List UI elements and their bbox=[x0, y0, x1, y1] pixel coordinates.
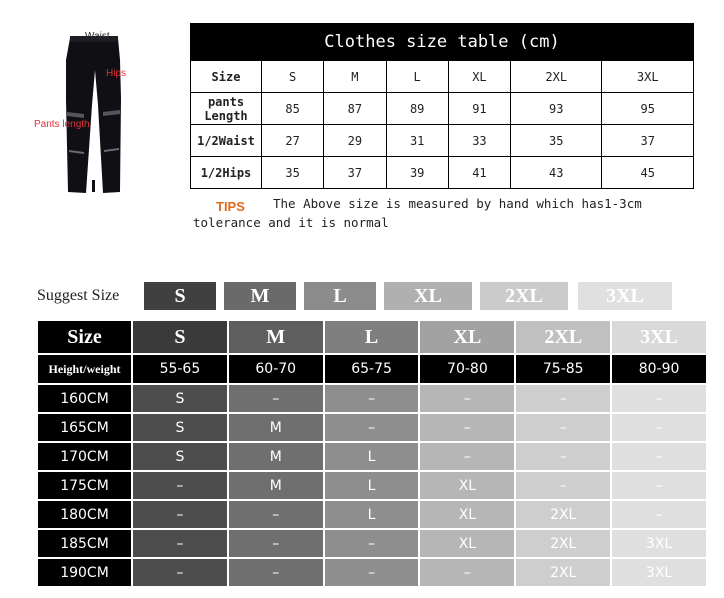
chart-cell: – bbox=[515, 384, 611, 413]
size-header-2xl: 2XL bbox=[511, 61, 602, 93]
suggest-size-s: S bbox=[144, 282, 216, 310]
chart-cell: 3XL bbox=[611, 558, 707, 587]
height-label: 185CM bbox=[38, 529, 132, 558]
chart-cell: – bbox=[228, 384, 324, 413]
weight-range: 55-65 bbox=[132, 354, 228, 384]
chart-cell: M bbox=[228, 413, 324, 442]
chart-cell: – bbox=[228, 558, 324, 587]
suggest-size-3xl: 3XL bbox=[578, 282, 672, 310]
table-cell: 43 bbox=[511, 157, 602, 189]
chart-cell: – bbox=[228, 529, 324, 558]
chart-cell: – bbox=[324, 413, 420, 442]
size-table-title: Clothes size table (cm) bbox=[191, 24, 694, 61]
row-label-line2: Length bbox=[204, 108, 248, 123]
table-row bbox=[191, 125, 694, 157]
chart-cell: M bbox=[228, 471, 324, 500]
chart-cell: – bbox=[515, 413, 611, 442]
pants-length-label: Pants length bbox=[34, 119, 90, 130]
table-row bbox=[38, 442, 707, 471]
table-cell: 41 bbox=[448, 157, 510, 189]
pants-illustration bbox=[0, 0, 190, 200]
chart-cell: – bbox=[132, 529, 228, 558]
suggest-size-label: Suggest Size bbox=[37, 287, 120, 304]
chart-cell: – bbox=[228, 500, 324, 529]
chart-cell: – bbox=[132, 500, 228, 529]
chart-cell: 3XL bbox=[611, 529, 707, 558]
table-cell: 91 bbox=[448, 93, 510, 125]
chart-cell: – bbox=[132, 558, 228, 587]
chart-cell: – bbox=[611, 500, 707, 529]
table-row bbox=[38, 500, 707, 529]
height-label: 190CM bbox=[38, 558, 132, 587]
table-row bbox=[38, 558, 707, 587]
chart-cell: – bbox=[419, 558, 515, 587]
chart-cell: XL bbox=[419, 471, 515, 500]
table-cell: 45 bbox=[602, 157, 694, 189]
chart-cell: – bbox=[324, 384, 420, 413]
chart-cell: – bbox=[611, 471, 707, 500]
chart-size-header-m: M bbox=[228, 321, 324, 354]
chart-cell: 2XL bbox=[515, 558, 611, 587]
weight-range: 60-70 bbox=[228, 354, 324, 384]
weight-range: 70-80 bbox=[419, 354, 515, 384]
row-label: 1/2Waist bbox=[191, 125, 262, 157]
chart-cell: S bbox=[132, 442, 228, 471]
height-label: 170CM bbox=[38, 442, 132, 471]
suggest-size-2xl: 2XL bbox=[480, 282, 568, 310]
table-cell: 39 bbox=[386, 157, 448, 189]
chart-cell: L bbox=[324, 500, 420, 529]
chart-size-header-label: Size bbox=[38, 321, 132, 354]
chart-cell: 2XL bbox=[515, 500, 611, 529]
table-cell: 85 bbox=[262, 93, 324, 125]
chart-weight-row bbox=[38, 354, 707, 384]
chart-cell: – bbox=[611, 413, 707, 442]
chart-cell: S bbox=[132, 384, 228, 413]
size-header-l: L bbox=[386, 61, 448, 93]
table-cell: 29 bbox=[324, 125, 386, 157]
chart-cell: – bbox=[611, 442, 707, 471]
chart-cell: – bbox=[419, 442, 515, 471]
row-label-line1: pants bbox=[207, 94, 245, 109]
weight-range: 80-90 bbox=[611, 354, 707, 384]
chart-cell: XL bbox=[419, 529, 515, 558]
chart-size-header-xl: XL bbox=[419, 321, 515, 354]
size-header-m: M bbox=[324, 61, 386, 93]
chart-cell: M bbox=[228, 442, 324, 471]
table-cell: 87 bbox=[324, 93, 386, 125]
waist-label: Waist bbox=[85, 31, 110, 42]
size-header-s: S bbox=[262, 61, 324, 93]
chart-cell: S bbox=[132, 413, 228, 442]
table-row bbox=[38, 384, 707, 413]
table-row bbox=[38, 529, 707, 558]
table-cell: 35 bbox=[511, 125, 602, 157]
chart-size-header-3xl: 3XL bbox=[611, 321, 707, 354]
table-row bbox=[38, 471, 707, 500]
clothes-size-table bbox=[190, 23, 694, 189]
chart-cell: – bbox=[419, 384, 515, 413]
table-row bbox=[38, 413, 707, 442]
chart-size-header-l: L bbox=[324, 321, 420, 354]
chart-cell: – bbox=[324, 529, 420, 558]
tips-text: The Above size is measured by hand which has1-3cm tolerance and it is normal bbox=[193, 196, 642, 230]
chart-cell: L bbox=[324, 471, 420, 500]
height-label: 180CM bbox=[38, 500, 132, 529]
size-table-header-row bbox=[191, 61, 694, 93]
weight-range: 65-75 bbox=[324, 354, 420, 384]
height-label: 165CM bbox=[38, 413, 132, 442]
size-header-label: Size bbox=[191, 61, 262, 93]
suggest-size-l: L bbox=[304, 282, 376, 310]
height-label: 160CM bbox=[38, 384, 132, 413]
chart-cell: XL bbox=[419, 500, 515, 529]
chart-cell: L bbox=[324, 442, 420, 471]
chart-size-header-2xl: 2XL bbox=[515, 321, 611, 354]
height-weight-size-chart bbox=[38, 321, 708, 588]
table-cell: 37 bbox=[324, 157, 386, 189]
table-cell: 35 bbox=[262, 157, 324, 189]
height-weight-label: Height/weight bbox=[38, 354, 132, 384]
table-cell: 95 bbox=[602, 93, 694, 125]
chart-cell: 2XL bbox=[515, 529, 611, 558]
size-header-xl: XL bbox=[448, 61, 510, 93]
table-cell: 93 bbox=[511, 93, 602, 125]
suggest-size-m: M bbox=[224, 282, 296, 310]
table-cell: 27 bbox=[262, 125, 324, 157]
chart-cell: – bbox=[611, 384, 707, 413]
size-header-3xl: 3XL bbox=[602, 61, 694, 93]
row-label bbox=[191, 93, 262, 125]
chart-size-header-s: S bbox=[132, 321, 228, 354]
height-label: 175CM bbox=[38, 471, 132, 500]
chart-cell: – bbox=[132, 471, 228, 500]
chart-cell: – bbox=[515, 471, 611, 500]
tips-label: TIPS bbox=[216, 199, 245, 214]
table-row bbox=[191, 157, 694, 189]
chart-size-header-row bbox=[38, 321, 707, 354]
row-label: 1/2Hips bbox=[191, 157, 262, 189]
chart-cell: – bbox=[324, 558, 420, 587]
pants-image bbox=[0, 0, 190, 200]
chart-cell: – bbox=[419, 413, 515, 442]
suggest-size-xl: XL bbox=[384, 282, 472, 310]
table-cell: 89 bbox=[386, 93, 448, 125]
table-cell: 33 bbox=[448, 125, 510, 157]
chart-cell: – bbox=[515, 442, 611, 471]
table-row bbox=[191, 93, 694, 125]
hips-label: Hips bbox=[106, 68, 127, 79]
table-cell: 31 bbox=[386, 125, 448, 157]
weight-range: 75-85 bbox=[515, 354, 611, 384]
table-cell: 37 bbox=[602, 125, 694, 157]
